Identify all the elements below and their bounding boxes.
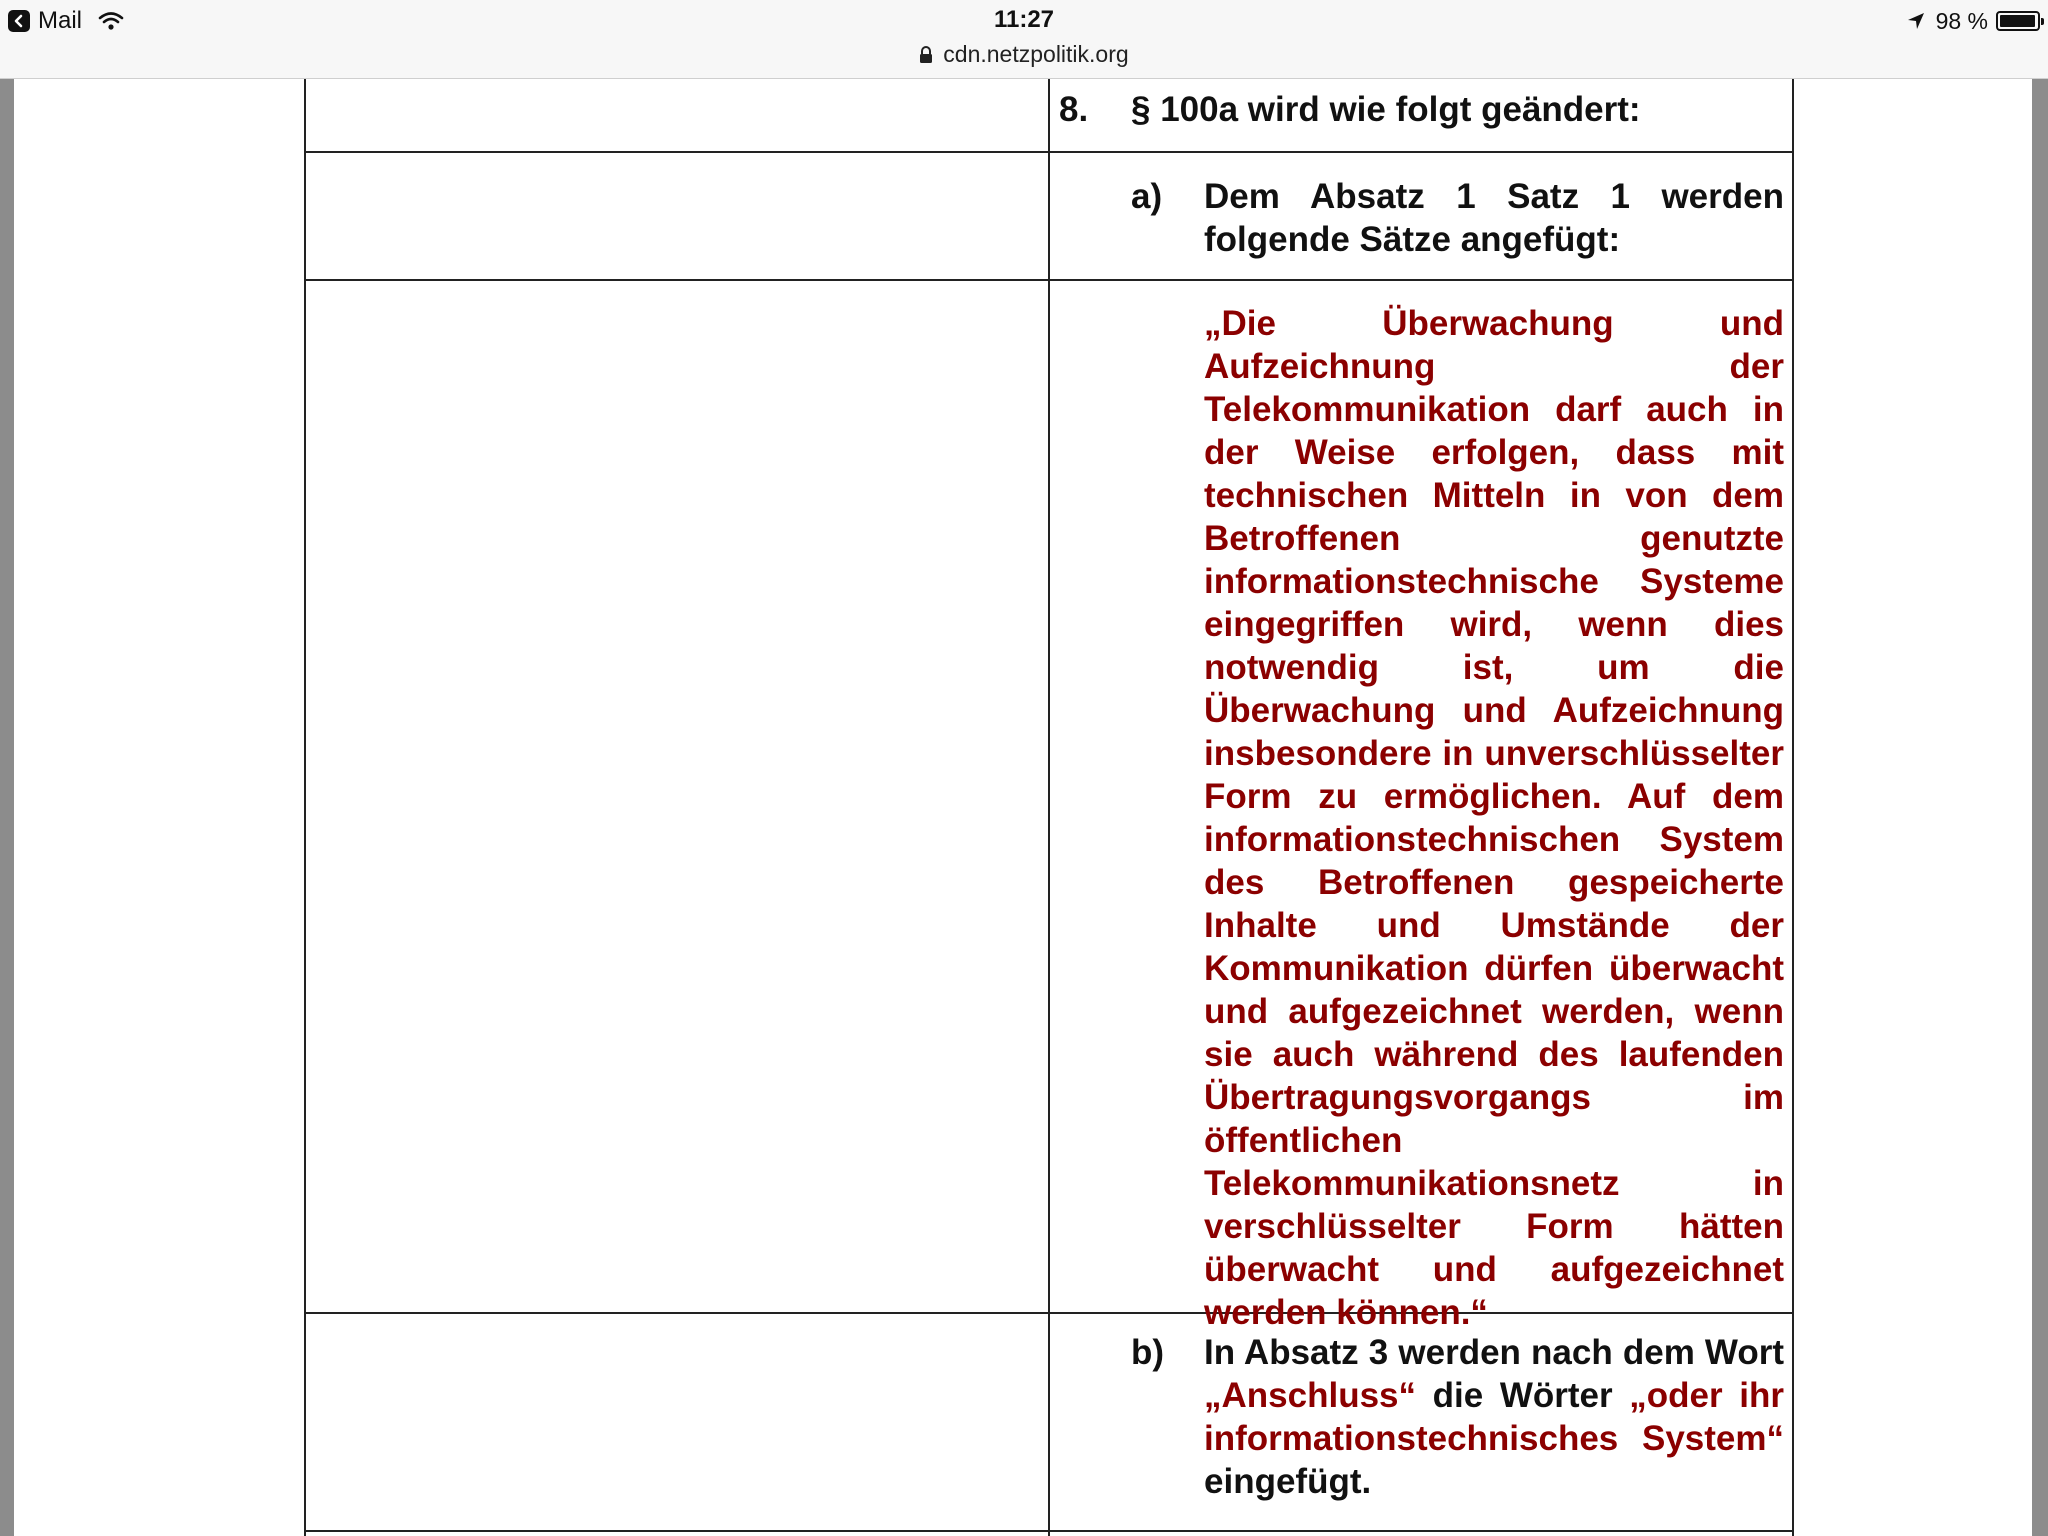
sub-item-b-label: b) xyxy=(1131,1333,1165,1372)
table-border-right xyxy=(1792,79,1794,1536)
row-divider xyxy=(304,151,1794,153)
status-time: 11:27 xyxy=(993,6,1055,33)
row-divider xyxy=(304,1530,1794,1532)
sub-item-a-label: a) xyxy=(1131,177,1163,216)
item-number: 8. xyxy=(1059,90,1089,129)
table-column-divider xyxy=(1048,79,1050,1536)
address-bar[interactable] xyxy=(0,41,2048,70)
url-text: cdn.netzpolitik.org xyxy=(943,41,1129,67)
lock-icon xyxy=(919,43,933,70)
inserted-paragraph: „Die Überwachung und Aufzeichnung der Telekommunikation darf auch in der Weise erfolgen, dass mit technischen Mitteln in von dem Betroffenen genutzte informationstechnische Systeme eingegriffen wird, wenn dies notwendig ist, um die Überwachung und Aufzeichnung insbesondere in unverschlüsselter Form zu ermöglichen. Auf dem informationstechnischen System des Betroffenen gespeicherte Inhalte und Umstände der Kommunikation dürfen überwacht und aufgezeichnet werden, wenn sie auch während des laufenden Übertragungsvorgangs im öffentlichen Telekommunikationsnetz in verschlüsselter Form hätten überwacht und aufgezeichnet werden können.“ xyxy=(1204,304,1784,1332)
quoted-word: „Anschluss“ xyxy=(1204,1376,1416,1415)
battery-percent: 98 % xyxy=(1935,7,1988,34)
item-heading: § 100a wird wie folgt geändert: xyxy=(1131,90,1641,129)
quoted-phrase: „oder ihr informationstechnisches System“ xyxy=(1204,1376,1784,1458)
status-right-group xyxy=(1906,8,2040,34)
sub-item-a-text: Dem Absatz 1 Satz 1 werden folgende Sätze angefügt: xyxy=(1204,177,1784,259)
back-app-label: Mail xyxy=(38,7,83,34)
sub-item-b-text-part: eingefügt. xyxy=(1204,1462,1372,1501)
table-border-left xyxy=(304,79,306,1536)
sub-item-b-text xyxy=(1204,1331,1784,1503)
row-divider xyxy=(304,279,1794,281)
page-gutter-left xyxy=(0,79,14,1536)
document-table xyxy=(304,79,1794,1536)
ios-status-bar xyxy=(0,0,2048,79)
page-gutter-right xyxy=(2032,79,2048,1536)
location-arrow-icon xyxy=(1906,11,1926,31)
sub-item-b-text-part: In Absatz 3 werden nach dem Wort xyxy=(1204,1333,1784,1372)
battery-icon xyxy=(1996,11,2040,31)
sub-item-b-text-part: die Wörter xyxy=(1416,1376,1630,1415)
